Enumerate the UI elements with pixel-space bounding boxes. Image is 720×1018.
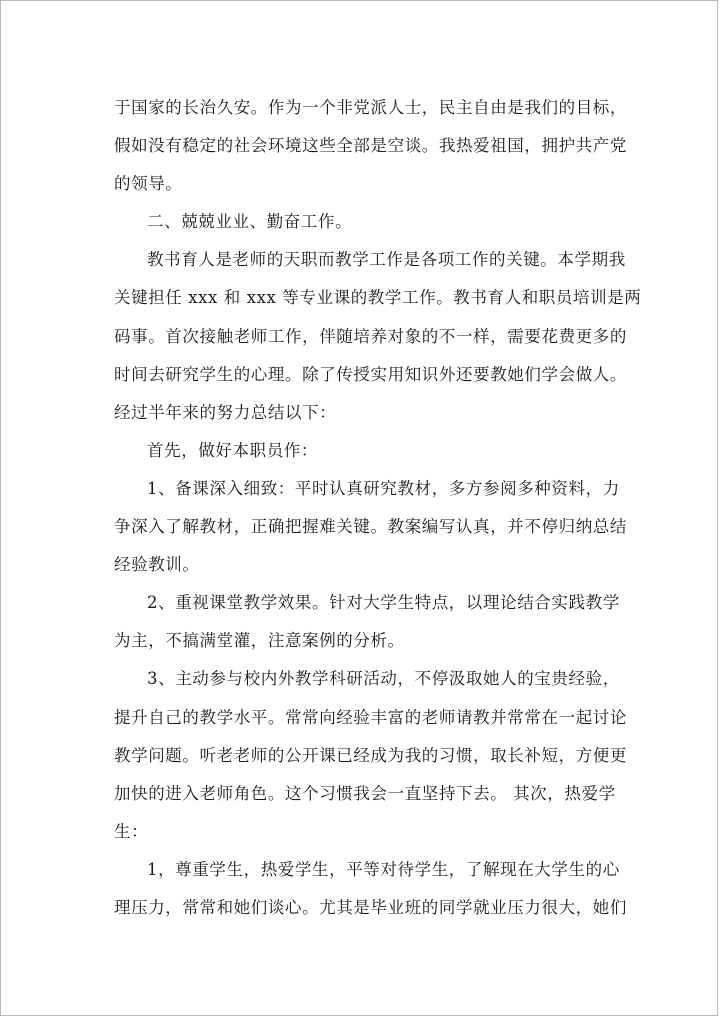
text-line-5: 教书育人是老师的天职而教学工作是各项工作的关键。本学期我 xyxy=(147,250,626,270)
text-line-19: 加快的进入老师角色。这个习惯我会一直坚持下去。 其次，热爱学 xyxy=(114,783,616,803)
text-line-18: 教学问题。听老老师的公开课已经成为我的习惯，取长补短，方便更 xyxy=(114,745,627,765)
text-line-10: 首先，做好本职员作： xyxy=(147,440,318,460)
text-line-11: 1、备课深入细致：平时认真研究教材，多方参阅多种资料，力 xyxy=(147,478,620,498)
section-heading: 二、兢兢业业、勤奋工作。 xyxy=(147,212,353,232)
text-line-16: 3、主动参与校内外教学科研活动，不停汲取她人的宝贵经验， xyxy=(147,669,620,689)
text-line-20: 生： xyxy=(114,821,149,841)
text-line-13: 经验教训。 xyxy=(114,555,200,575)
text-line-7: 码事。首次接触老师工作，伴随培养对象的不一样，需要花费更多的 xyxy=(114,326,627,346)
document-body xyxy=(114,89,642,927)
text-line-8: 时间去研究学生的心理。除了传授实用知识外还要教她们学会做人。 xyxy=(114,364,627,384)
text-line-2: 假如没有稳定的社会环境这些全部是空谈。我热爱祖国，拥护共产党 xyxy=(114,136,627,156)
text-line-1: 于国家的长治久安。作为一个非党派人士，民主自由是我们的目标， xyxy=(114,98,627,117)
text-line-21: 1，尊重学生，热爱学生，平等对待学生，了解现在大学生的心 xyxy=(147,859,620,879)
text-line-3: 的领导。 xyxy=(114,174,183,194)
text-line-22: 理压力，常常和她们谈心。尤其是毕业班的同学就业压力很大，她们 xyxy=(114,897,627,917)
text-line-14: 2、重视课堂教学效果。针对大学生特点，以理论结合实践教学 xyxy=(147,593,620,613)
text-line-9: 经过半年来的努力总结以下： xyxy=(114,402,337,422)
text-line-6: 关键担任 xxx 和 xxx 等专业课的教学工作。教书育人和职员培训是两 xyxy=(114,288,642,308)
text-line-17: 提升自己的教学水平。常常向经验丰富的老师请教并常常在一起讨论 xyxy=(114,707,627,727)
text-line-12: 争深入了解教材，正确把握难关键。教案编写认真，并不停归纳总结 xyxy=(114,517,627,537)
text-line-15: 为主，不搞满堂灌，注意案例的分析。 xyxy=(114,631,405,651)
